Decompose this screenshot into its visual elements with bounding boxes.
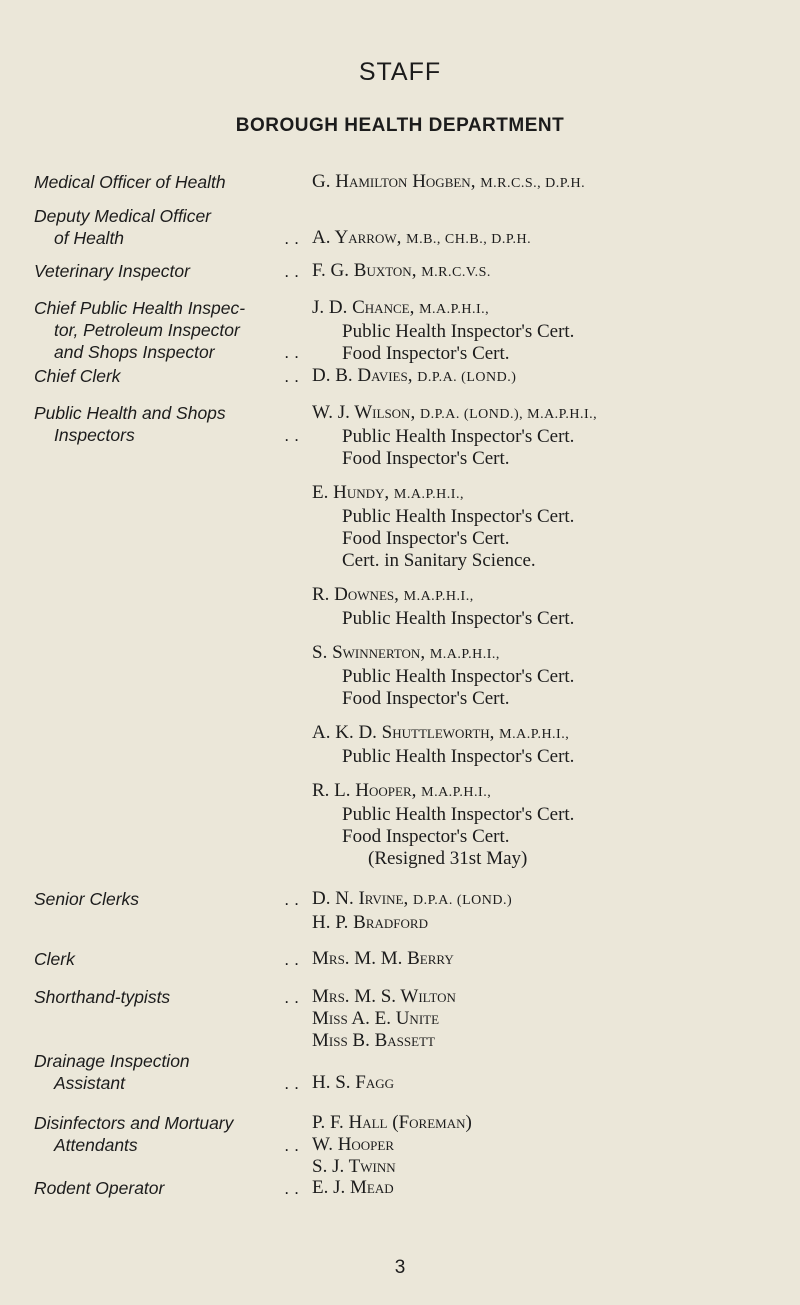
staff-names [312, 986, 782, 1052]
staff-name: E. J. Mead [312, 1177, 394, 1198]
qualifications: M.R.C.S., D.P.H. [480, 176, 586, 191]
certificate: Food Inspector's Cert. [342, 528, 510, 549]
certificate: Public Health Inspector's Cert. [342, 506, 575, 527]
role-title [34, 297, 306, 363]
staff-names [312, 227, 782, 263]
certificate: Cert. in Sanitary Science. [342, 550, 536, 571]
staff-member [312, 722, 782, 768]
staff-member [312, 1030, 782, 1052]
qualifications: D.P.A. (LOND.) [417, 370, 517, 385]
staff-note: (Resigned 31st May) [368, 848, 528, 869]
role-title [34, 402, 306, 446]
staff-member [312, 642, 782, 710]
qualifications: D.P.A. (LOND.) [412, 893, 513, 908]
role-line: tor, Petroleum Inspector [54, 320, 240, 340]
staff-member [312, 888, 782, 912]
staff-name: Miss A. E. Unite [312, 1008, 440, 1029]
certificate: Food Inspector's Cert. [342, 448, 510, 469]
staff-names [312, 1177, 782, 1211]
staff-member [312, 1072, 782, 1094]
qualifications: M.A.P.H.I., [421, 785, 492, 800]
leader-dots: .. [284, 342, 304, 362]
role-title [34, 1177, 306, 1199]
staff-name: H. P. Bradford [312, 912, 428, 933]
staff-names [312, 171, 782, 207]
staff-name: A. Yarrow, [312, 227, 402, 248]
role-line: Clerk [34, 949, 75, 969]
staff-member [312, 365, 782, 389]
role-line: Medical Officer of Health [34, 172, 226, 192]
leader-dots: .. [284, 366, 304, 386]
staff-names [312, 260, 782, 296]
staff-member [312, 584, 782, 630]
staff-member [312, 1134, 782, 1156]
staff-name: E. Hundy, [312, 482, 390, 503]
qualifications: M.A.P.H.I., [499, 727, 570, 742]
certificate: Public Health Inspector's Cert. [342, 666, 575, 687]
qualifications: D.P.A. (LOND.), M.A.P.H.I., [419, 407, 598, 422]
staff-name: H. S. Fagg [312, 1072, 395, 1093]
certificate: Food Inspector's Cert. [342, 826, 510, 847]
role-title [34, 986, 306, 1008]
role-line: Disinfectors and Mortuary [34, 1113, 234, 1133]
role-line: of Health [54, 228, 125, 248]
staff-name: Mrs. M. S. Wilton [312, 986, 456, 1007]
staff-member [312, 297, 782, 365]
leader-dots: .. [284, 1135, 304, 1155]
role-title [34, 1050, 306, 1094]
staff-names [312, 1072, 782, 1106]
staff-names [312, 888, 782, 934]
leader-dots: .. [284, 1073, 304, 1093]
staff-name: R. L. Hooper, [312, 780, 417, 801]
staff-member [312, 948, 782, 970]
leader-dots: .. [284, 949, 304, 969]
staff-name: S. J. Twinn [312, 1156, 396, 1177]
role-line: Rodent Operator [34, 1178, 165, 1198]
role-title [34, 365, 306, 387]
qualifications: M.A.P.H.I., [393, 487, 464, 502]
staff-member [312, 260, 782, 284]
role-line: Veterinary Inspector [34, 261, 190, 281]
role-line: Assistant [54, 1073, 125, 1093]
staff-names [312, 365, 782, 401]
role-line: Deputy Medical Officer [34, 206, 212, 226]
page-title: STAFF [358, 58, 442, 86]
leader-dots: .. [284, 1178, 304, 1198]
staff-name: R. Downes, [312, 584, 399, 605]
staff-name: Miss B. Bassett [312, 1030, 435, 1051]
leader-dots: .. [284, 889, 304, 909]
role-line: Public Health and Shops [34, 403, 226, 423]
staff-names [312, 948, 782, 982]
staff-member [312, 1008, 782, 1030]
staff-name: P. F. Hall (Foreman) [312, 1112, 472, 1133]
staff-name: D. B. Davies, [312, 365, 413, 386]
staff-name: W. Hooper [312, 1134, 395, 1155]
staff-name: G. Hamilton Hogben, [312, 171, 476, 192]
certificate: Public Health Inspector's Cert. [342, 746, 575, 767]
department-heading: BOROUGH HEALTH DEPARTMENT [235, 115, 565, 136]
staff-name: S. Swinnerton, [312, 642, 426, 663]
staff-name: D. N. Irvine, [312, 888, 409, 909]
role-line: Chief Clerk [34, 366, 121, 386]
staff-member [312, 227, 782, 251]
page-number: 3 [394, 1257, 406, 1278]
certificate: Food Inspector's Cert. [342, 343, 510, 364]
certificate: Public Health Inspector's Cert. [342, 608, 575, 629]
staff-member [312, 986, 782, 1008]
staff-member [312, 780, 782, 870]
role-title [34, 948, 306, 970]
certificate: Food Inspector's Cert. [342, 688, 510, 709]
staff-names [312, 1112, 782, 1178]
qualifications: M.R.C.V.S. [421, 265, 491, 280]
role-line: Drainage Inspection [34, 1051, 190, 1071]
leader-dots: .. [284, 261, 304, 281]
certificate: Public Health Inspector's Cert. [342, 804, 575, 825]
role-line: Senior Clerks [34, 889, 140, 909]
staff-name: F. G. Buxton, [312, 260, 417, 281]
staff-member [312, 912, 782, 934]
staff-name: A. K. D. Shuttleworth, [312, 722, 495, 743]
role-line: Chief Public Health Inspec- [34, 298, 246, 318]
staff-member [312, 1112, 782, 1134]
staff-member [312, 482, 782, 572]
staff-member [312, 402, 782, 470]
role-title [34, 205, 306, 249]
certificate: Public Health Inspector's Cert. [342, 321, 575, 342]
staff-member [312, 171, 782, 195]
role-line: Attendants [54, 1135, 138, 1155]
qualifications: M.A.P.H.I., [429, 647, 500, 662]
role-line: Shorthand-typists [34, 987, 171, 1007]
leader-dots: .. [284, 425, 304, 445]
qualifications: M.A.P.H.I., [403, 589, 474, 604]
qualifications: M.A.P.H.I., [419, 302, 490, 317]
certificate: Public Health Inspector's Cert. [342, 426, 575, 447]
staff-name: J. D. Chance, [312, 297, 415, 318]
role-title [34, 260, 306, 282]
qualifications: M.B., CH.B., D.P.H. [406, 232, 532, 247]
role-line: Inspectors [54, 425, 135, 445]
role-title [34, 171, 306, 193]
staff-name: Mrs. M. M. Berry [312, 948, 454, 969]
role-line: and Shops Inspector [54, 342, 215, 362]
staff-member [312, 1156, 782, 1178]
leader-dots: .. [284, 987, 304, 1007]
staff-names [312, 402, 782, 882]
leader-dots: .. [284, 228, 304, 248]
staff-member [312, 1177, 782, 1199]
role-title [34, 1112, 306, 1156]
staff-name: W. J. Wilson, [312, 402, 416, 423]
role-title [34, 888, 306, 910]
